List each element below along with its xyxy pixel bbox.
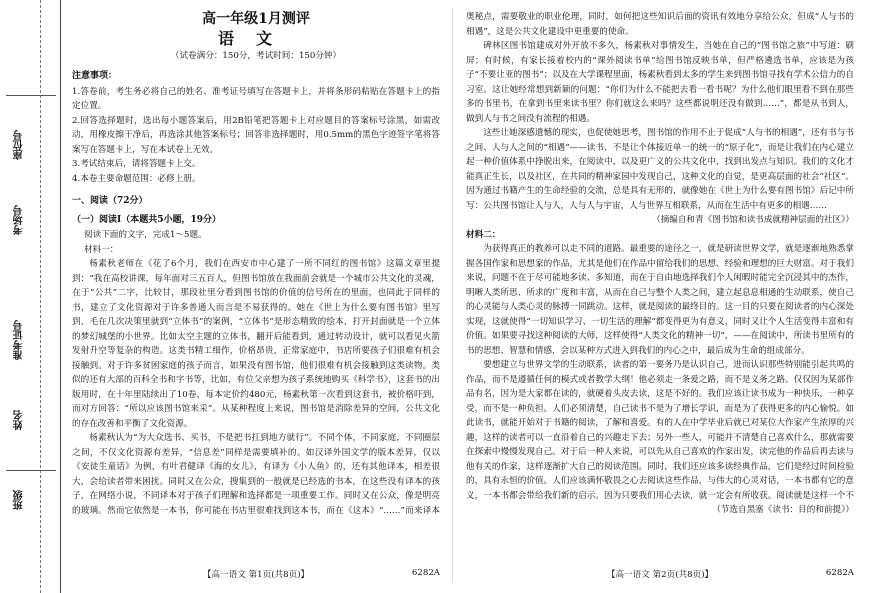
exam-info: （试卷满分：150分，考试时间：150分钟）	[170, 50, 342, 61]
source-citation: （节选自黑塞《读书：目的和前提》）	[712, 505, 854, 515]
page-footer: 【高一语文 第1页(共8页)】	[202, 570, 310, 580]
paper-code: 6282A	[825, 568, 854, 578]
binding-dashed-line	[40, 0, 41, 593]
exam-room-label: 考场号	[14, 205, 25, 235]
notice-item: 1.答卷前，考生务必将自己的姓名、准考证号填写在答题卡上，并将条形码粘贴在答题卡上的指定位置。	[72, 86, 440, 111]
page-footer: 【高一语文 第2页(共8页)】	[606, 570, 714, 580]
notice-item: 2.回答选择题时，选出每小题答案后，用2B铅笔把答题卡上对应题目的答案标号涂黑，如需改动，用橡皮擦干净后，再选涂其他答案标号；回答非选择题时，用0.5mm的黑色字迹签字笔将答案写在答题卡上，写在本试卷上无效。	[72, 115, 440, 155]
notice-item: 4.本卷主要命题范围：必修上册。	[72, 173, 201, 184]
exam-title: 高一年级1月测评	[202, 11, 310, 27]
ticket-number-label: 准考证号	[14, 320, 25, 360]
body-paragraph: 碑林区图书馆建成对外开放不多久，杨素秋对事情发生，当她在自己的“图书馆之旅”中写道：刷屏；有时候，有家长接着校内的“课外阅读书单”给图书馆反映书单，但严格遴选书单，应该是为孩子“不要让亚的图书”；以及在大学课程里面，杨素秋看到太多的学生来到图书馆寻找有学术公信力的自习室。这让她经常想到新颖的问题：“你们为什么不能把去看一看书呢？为什么他们眼里看不到在那些多的书里书，在拿到书里来读书里？你们就这么来吗？这些都说明还没有做到……”，都是从书到人，做到人与书之间没有流程的相遇。	[466, 41, 854, 124]
subject-title: 语文	[217, 29, 294, 48]
material-label: 材料一：	[84, 244, 119, 255]
notice-item: 3.考试结束后，请将答题卡上交。	[72, 159, 201, 169]
right-page	[466, 10, 854, 518]
name-label: 姓名	[14, 410, 25, 430]
left-page	[72, 10, 440, 519]
instruction-text: 阅读下面的文字，完成1～5题。	[84, 230, 207, 240]
body-paragraph: 为获得真正的教养可以走不同的道路。最重要的途径之一，就是研读世界文学，就是逐渐地熟悉掌握各国作家和思想家的作品，尤其是他们在作品中留给我们的思想、经验和理想的巨大财富。对于我们来说，问题不在于尽可能地多读、多知道，而在于自由地选择我们个人闲暇时能完全沉浸其中的杰作，明晰人类所思、所求的广度和丰富，从而在自己与整个人类之间，建立起息息相通的生动联系，使自己的心灵能与人类心灵的脉搏一同跳动。这样，就是阅读的最终目的。这一目的只要在阅读者的内心深处实现，这就使得“一切知识学习、一切生活的理解”都变得更为有意义，同时又让个人生活变得丰富和有价值。如果要寻找这种阅读的大师，这样使得“人类文化的精神一切”，——在阅读中，所读书里所有的书的思想、智慧和情感，会以某种方式进入到我们的内心之中，最后成为生命的组成部分。	[466, 244, 854, 356]
class-label: 班级	[14, 490, 25, 510]
binding-margin	[0, 0, 61, 593]
binding-rule	[6, 470, 56, 471]
material-label: 材料二：	[466, 229, 501, 240]
body-paragraph: 要想建立与世界文学的生动联系，读者的第一要务乃是认识自己，进而认识那些特别能引起共鸣的作品，而不是遵循任何的模式或者教学大纲！他必须走一条爱之路，而不是义务之路。仅仅因为某部作品有名，因为是大家都在读的，就硬着头皮去读，这是不好的。我们应该让读书成为一种快乐，一种享受，而不是一种负担。人们必须清楚，自己读书不是为了增长学识，而是为了获得更多的内心愉悦。如此读书，就能开始对于书籍的阅读，了解和喜爱。有的人在中学毕业后就已对某位大作家产生浓厚的兴趣，这样的读者可以一直沿着自己的兴趣走下去；另外一些人，可能并不清楚自己喜欢什么，那就需要在探索中慢慢发现自己。对于后一种人来说，可以先从自己喜欢的作家出发，读完他的作品后再去读与他有关的作家，这样逐渐扩大自己的阅读范围。同时，我们还应该多读经典作品，它们是经过时间检验的，具有永恒的价值。人们应该满怀敬畏之心去阅读这些作品，与伟大的心灵对话，一本书都有它的意义，一本书都会带给我们新的启示。因为只要我们用心去读，就一定会有所收获。阅读就是这样一个不	[466, 360, 854, 501]
seat-label: 座位号	[14, 130, 25, 160]
paper-code: 6282A	[411, 568, 440, 578]
body-paragraph: 杨素秋认为“为大众选书、买书，不是把书扛到地方就行”。不同个体，不同家庭，不同圈层之间，不仅文化资源有差异，“信息差”同样是需要填补的。如汉译外国文学的版本差异，仅以《安徒生童话》为例，有叶君健译《海的女儿》，有译为《小人鱼》的，还有其他译本，相差很大，会给读者带来困扰。同时又在公众，搜集到的一般就是已经选的书本，在这些没有译本的孩子，在网络小说，不同译本对于孩子们理解和选择都是一项重要工作。同时又在公众，像是明亮的玻璃。然而它依然是一本书，你可能在书店里很难找到这本书，而在《这本》“……”而来译本	[72, 433, 440, 516]
section-heading: 一、阅读（72分）	[72, 196, 148, 206]
binding-rule	[6, 95, 56, 96]
body-paragraph: 杨素秋老师在《花了6个月，我们在西安市中心建了一所不同红的图书馆》这篇文章里提到：“我在高校讲课，每年面对三五百人，但图书馆放在我面前会就是一个城市公共文化的灵魂，在于“公共”二字，比较甘，那段社里分看到图书馆的价值的信号所在的里面，也同此于同样的书，建立了文化资源对于许多普通人而言是不易获得的。她在《世上为什么要有图书馆》里写到，毛在几次决策里就到“立体书”的案例，“立体书”是形态精致的绘本，打开封面就是一个立体的梦幻城堡的小世界。比如太空主题的立体书，翻开后能看到，通过转动设计，就可以看见火箭发射升空等复杂的构造。这类书精工细作，价格昂贵，正常家庭中，书店所要孩子们很难有机会接触到。对于许多贫困家庭的孩子而言，如果没有图书馆，他们很难有机会接触到这类读物。类似的还有大部的百科全书和字书等，比如，有位父亲想为孩子系统地购买《科学书》，这套书的出版用时，在十年里陆续出了10卷，每本定价约480元，杨素秋第一次看到这套书，被价格吓到，而对方回答：“所以应该图书馆来采”。从某种程度上来说，图书馆是消除差异的空间，公共文化的存在改善和平衡了文化资源。	[72, 259, 440, 429]
source-citation: （摘编自和青《图书馆和读书成就精神层面的社区》）	[652, 215, 854, 225]
body-paragraph: 奥秘点，需要敬业的职业伦理，同时，如何把这些知识后面的资讯有效地分享给公众，但成“人与书的相遇”，这是公共文化建设中更重要的使命。	[466, 12, 854, 37]
notice-heading: 注意事项：	[72, 71, 118, 81]
subsection-heading: （一）阅读Ⅰ（本题共5小题，19分）	[72, 214, 221, 225]
page-divider	[452, 8, 453, 583]
body-paragraph: 这些让她深感遗憾的现实，也促使她思考，图书馆的作用不止于促成“人与书的相遇”，还有书与书之间、人与人之间的“相遇”——读书、不是让个体接近单一的统一的“原子化”，而是让我们在内心建立起一种价值体系中挣脱出来，在阅读中，以及更广义的公共文化中，找到出发点与知识。我们的文化才能真正生长，以及社区，在共同的精神家园中发现自己，这种文化的自觉，是更高层面的社会“社区”。因为通过书籍产生的生命经验的交流，总是具有无形的，就像她在《世上为什么要有图书馆》后记中所写：公共图书馆让人与人，人与人与宇宙，人与世界互相联系，从而在生活中有更多的相遇……	[466, 128, 854, 211]
